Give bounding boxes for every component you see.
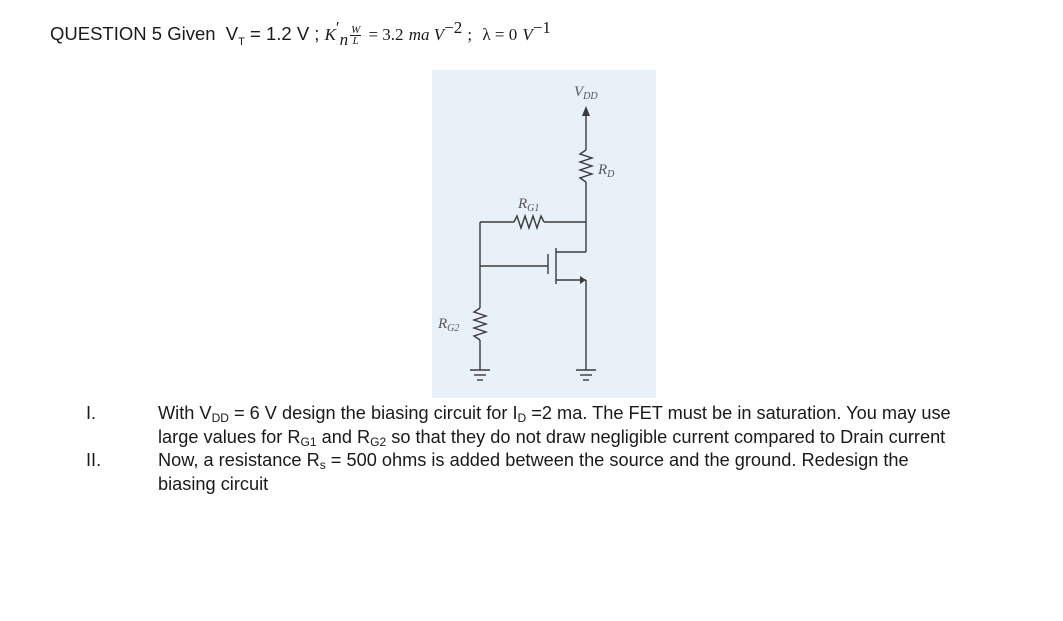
subscript: G2 — [370, 434, 387, 449]
item-line — [158, 426, 1048, 450]
lambda-exponent: −1 — [532, 18, 551, 37]
text-run: = 500 ohms is added between the source and the ground. Redesign the — [325, 450, 909, 470]
subscript: D — [517, 411, 527, 425]
subscript: s — [319, 458, 326, 472]
lambda-units: V — [522, 25, 533, 45]
vt-subscript: T — [238, 35, 245, 48]
text-run: With V — [158, 403, 212, 423]
question-label: QUESTION 5 Given — [50, 23, 216, 45]
rg1-label: $R_{G1}$ — [518, 196, 540, 214]
item-numeral: II. — [86, 450, 102, 470]
text-run: so that they do not draw negligible current compared to Drain current — [386, 426, 946, 447]
kn-subscript: n — [339, 29, 349, 49]
rg2-label: $R_{G2}$ — [438, 316, 460, 334]
item-line — [158, 402, 1048, 426]
text-run: =2 ma. The FET must be in saturation. You may use — [526, 403, 951, 423]
rd-label: $R_D$ — [598, 162, 615, 180]
kn-exponent: −2 — [444, 18, 463, 37]
fraction-denominator: L — [352, 34, 359, 47]
item-text — [158, 402, 1048, 449]
kn-symbol: K — [324, 25, 336, 45]
item-line — [158, 449, 1048, 473]
w-over-l-fraction — [350, 25, 361, 46]
text-run: Now, a resistance R — [158, 450, 320, 470]
kn-prime: ′ — [335, 18, 340, 37]
text-run: and R — [316, 426, 371, 447]
item-line — [158, 473, 1048, 497]
text-run: biasing circuit — [158, 473, 269, 494]
vt-symbol: V — [225, 23, 239, 45]
subscript: DD — [211, 411, 229, 425]
separator: ; — [467, 25, 473, 45]
item-text — [158, 449, 1048, 496]
fraction-numerator: W — [351, 23, 361, 36]
kn-value: = 3.2 — [368, 25, 404, 45]
lambda-text: λ = 0 — [482, 25, 518, 45]
item-numeral: I. — [86, 403, 97, 423]
source-arrow-icon — [580, 276, 586, 284]
text-run: = 6 V design the biasing circuit for I — [228, 403, 518, 423]
vdd-label: $V_{DD}$ — [574, 84, 598, 102]
question-header — [50, 18, 551, 50]
circuit-figure — [432, 70, 656, 398]
circuit-diagram — [432, 70, 656, 398]
subscript: G1 — [300, 434, 317, 449]
text-run: large values for R — [158, 426, 301, 447]
kn-units: ma V — [408, 25, 445, 45]
vdd-arrow-icon — [582, 106, 590, 116]
vt-value: = 1.2 V ; — [250, 23, 320, 45]
